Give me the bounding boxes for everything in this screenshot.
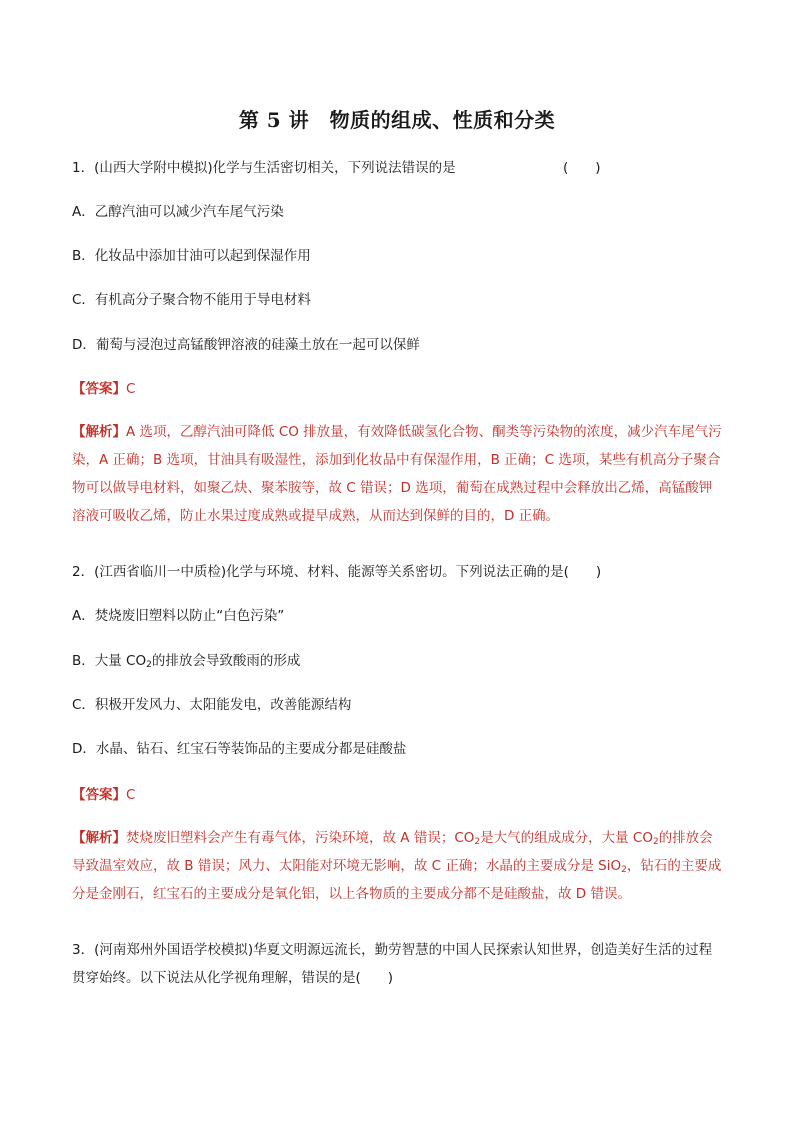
analysis-tag: 【解析】 bbox=[72, 830, 126, 846]
analysis-text: 焚烧废旧塑料会产生有毒气体，污染环境，故 A 错误；$CO_2$是大气的组成成分，大量 $CO_2$的排放会导致温室效应，故 B 错误；风力、太阳能对环境无影响，故 C 正确；水晶的主要成分是 SiO$_2$，钻石的主要成分是金刚石，红宝石的主要成分是氧化铝，以上各物质的主要成分都不是硅酸盐，故 D 错误。 bbox=[72, 830, 722, 902]
question-1-option-b: B．化妆品中添加甘油可以起到保湿作用 bbox=[72, 248, 311, 264]
answer-tag: 【答案】 bbox=[72, 787, 126, 803]
question-2-option-a: A．焚烧废旧塑料以防止“白色污染” bbox=[72, 608, 285, 624]
question-2-analysis bbox=[72, 824, 722, 908]
question-2-stem: 2．(江西省临川一中质检)化学与环境、材料、能源等关系密切。下列说法正确的是( ) bbox=[72, 564, 602, 580]
question-2-answer bbox=[72, 785, 135, 805]
answer-tag: 【答案】 bbox=[72, 381, 126, 397]
answer-value: C bbox=[126, 381, 136, 397]
option-b-text: B．大量 CO bbox=[72, 653, 147, 669]
question-1-option-a: A．乙醇汽油可以减少汽车尾气污染 bbox=[72, 204, 284, 220]
page-title: 第 5 讲 物质的组成、性质和分类 bbox=[238, 108, 556, 132]
analysis-tag: 【解析】 bbox=[72, 424, 126, 440]
question-1-analysis bbox=[72, 418, 722, 530]
question-2-option-b bbox=[72, 651, 300, 671]
question-1-answer-blank: ( ) bbox=[563, 160, 601, 176]
question-1-answer bbox=[72, 379, 135, 399]
question-1-stem: 1．(山西大学附中模拟)化学与生活密切相关，下列说法错误的是 bbox=[72, 160, 456, 176]
subscript: 2 bbox=[146, 660, 152, 670]
question-1-option-d: D．葡萄与浸泡过高锰酸钾溶液的硅藻土放在一起可以保鲜 bbox=[72, 337, 420, 353]
answer-value: C bbox=[126, 787, 136, 803]
question-2-option-d: D．水晶、钻石、红宝石等装饰品的主要成分都是硅酸盐 bbox=[72, 741, 407, 757]
question-3-stem: 3．(河南郑州外国语学校模拟)华夏文明源远流长，勤劳智慧的中国人民探索认知世界，创造美好生活的过程贯穿始终。以下说法从化学视角理解，错误的是( ) bbox=[72, 942, 713, 986]
option-b-text-tail: 的排放会导致酸雨的形成 bbox=[151, 653, 301, 669]
question-2-option-c: C．积极开发风力、太阳能发电，改善能源结构 bbox=[72, 697, 352, 713]
question-1-option-c: C．有机高分子聚合物不能用于导电材料 bbox=[72, 292, 311, 308]
analysis-text: A 选项，乙醇汽油可降低 CO 排放量，有效降低碳氢化合物、酮类等污染物的浓度，减少汽车尾气污染，A 正确；B 选项，甘油具有吸湿性，添加到化妆品中有保湿作用，B 正确；C 选项，某些有机高分子聚合物可以做导电材料，如聚乙炔、聚苯胺等，故 C 错误；D 选项，葡萄在成熟过程中会释放出乙烯，高锰酸钾溶液可吸收乙烯，防止水果过度成熟或提早成熟，从而达到保鲜的目的，D 正确。 bbox=[72, 424, 722, 524]
